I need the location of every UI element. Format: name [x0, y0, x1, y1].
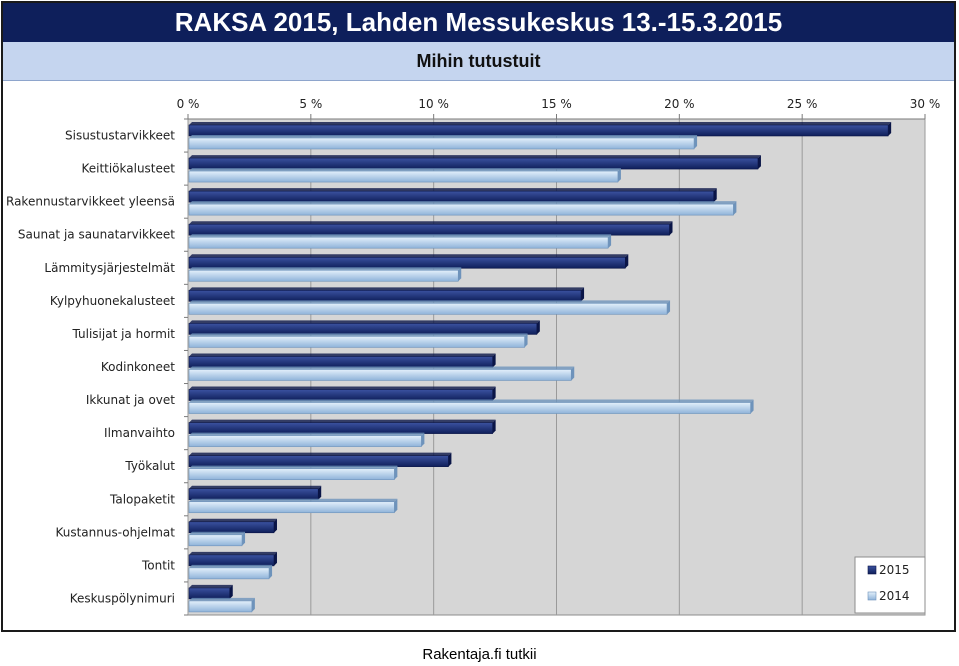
bar-2015-top	[189, 287, 584, 290]
bar-2015	[189, 158, 758, 169]
bar-2015-top	[189, 420, 496, 423]
bar-2014	[189, 369, 571, 380]
x-tick-label: 20 %	[664, 97, 695, 111]
source-note: Rakentaja.fi tutkii	[422, 646, 537, 663]
category-label: Työkalut	[125, 459, 175, 474]
bar-2015	[189, 356, 493, 367]
bar-2015	[189, 522, 274, 533]
bar-2014	[189, 535, 242, 546]
bar-2015-top	[189, 353, 496, 356]
bar-2014-top	[189, 300, 670, 303]
bar-2015	[189, 191, 714, 202]
bar-2014	[189, 336, 525, 347]
bar-2015	[189, 588, 230, 599]
legend-swatch-2014	[868, 592, 876, 600]
category-label: Keittiökalusteet	[81, 161, 175, 176]
bar-2015-top	[189, 188, 717, 191]
bar-2015	[189, 423, 493, 434]
legend-label-2015: 2015	[879, 563, 910, 577]
bar-2014	[189, 502, 394, 513]
bar-2015	[189, 555, 274, 566]
legend-label-2014: 2014	[879, 589, 910, 603]
bar-2014	[189, 138, 694, 149]
bar-2014-top	[189, 234, 611, 237]
chart-subtitle: Mihin tutustuit	[3, 42, 954, 81]
bar-2015-top	[189, 552, 277, 555]
category-label: Tulisijat ja hormit	[72, 326, 175, 341]
category-label: Tontit	[142, 558, 175, 573]
category-label: Ilmanvaihto	[104, 426, 175, 441]
bar-2015-top	[189, 320, 540, 323]
bar-2014	[189, 270, 458, 281]
category-label: Kylpyhuonekalusteet	[49, 293, 175, 308]
bar-2014-top	[189, 135, 697, 138]
bar-2014	[189, 436, 421, 447]
bar-2014	[189, 303, 667, 314]
x-tick-label: 10 %	[418, 97, 449, 111]
bar-2015-top	[189, 221, 673, 224]
category-label: Kodinkoneet	[100, 360, 175, 374]
x-tick-label: 0 %	[176, 97, 200, 111]
bar-2014	[189, 204, 733, 215]
bar-2015-top	[189, 254, 628, 257]
bar-2014-top	[189, 598, 255, 601]
bar-2015-top	[189, 519, 277, 522]
x-tick-label: 5 %	[299, 97, 323, 111]
bar-2015-top	[189, 585, 233, 588]
bar-2014	[189, 237, 608, 248]
category-label: Saunat ja saunatarvikkeet	[17, 227, 175, 242]
bar-2015	[189, 456, 448, 467]
bar-2015	[189, 323, 537, 334]
bar-2015	[189, 390, 493, 401]
bar-2014	[189, 601, 252, 612]
category-label: Keskuspölynimuri	[69, 591, 175, 606]
chart-title: RAKSA 2015, Lahden Messukeskus 13.-15.3.2015	[3, 3, 954, 42]
bar-2014	[189, 171, 618, 182]
x-tick-label: 30 %	[909, 97, 941, 111]
bar-2015-top	[189, 486, 321, 489]
category-label: Kustannus-ohjelmat	[55, 525, 175, 540]
bar-2015-top	[189, 453, 451, 456]
bar-2015	[189, 489, 318, 500]
bar-2015	[189, 257, 625, 268]
bar-2015-top	[189, 387, 496, 390]
x-tick-label: 25 %	[786, 97, 818, 111]
bar-2015-top	[189, 122, 891, 125]
bar-2015	[189, 290, 581, 301]
bar-2014	[189, 469, 394, 480]
category-label: Lämmitysjärjestelmät	[44, 260, 175, 275]
bar-2014	[189, 403, 751, 414]
category-label: Rakennustarvikkeet yleensä	[6, 194, 175, 209]
bar-2014-top	[189, 400, 754, 403]
bar-2014-top	[189, 201, 736, 204]
bar-2014-top	[189, 433, 424, 436]
category-label: Ikkunat ja ovet	[85, 393, 175, 408]
legend-swatch-2015	[868, 566, 876, 574]
bar-2014-top	[189, 466, 397, 469]
bar-2014-top	[189, 565, 272, 568]
category-label: Sisustustarvikkeet	[65, 128, 175, 143]
bar-2014-top	[189, 168, 621, 171]
bar-2015	[189, 125, 888, 136]
bar-2014-top	[189, 366, 574, 369]
bar-2014	[189, 568, 269, 579]
bar-2014-top	[189, 499, 397, 502]
bar-2014-top	[189, 333, 528, 336]
x-tick-label: 15 %	[541, 97, 572, 111]
bar-2015-top	[189, 155, 761, 158]
category-label: Talopaketit	[110, 492, 175, 507]
bar-2015	[189, 224, 670, 235]
bar-2014-top	[189, 532, 245, 535]
bar-2014-top	[189, 267, 461, 270]
